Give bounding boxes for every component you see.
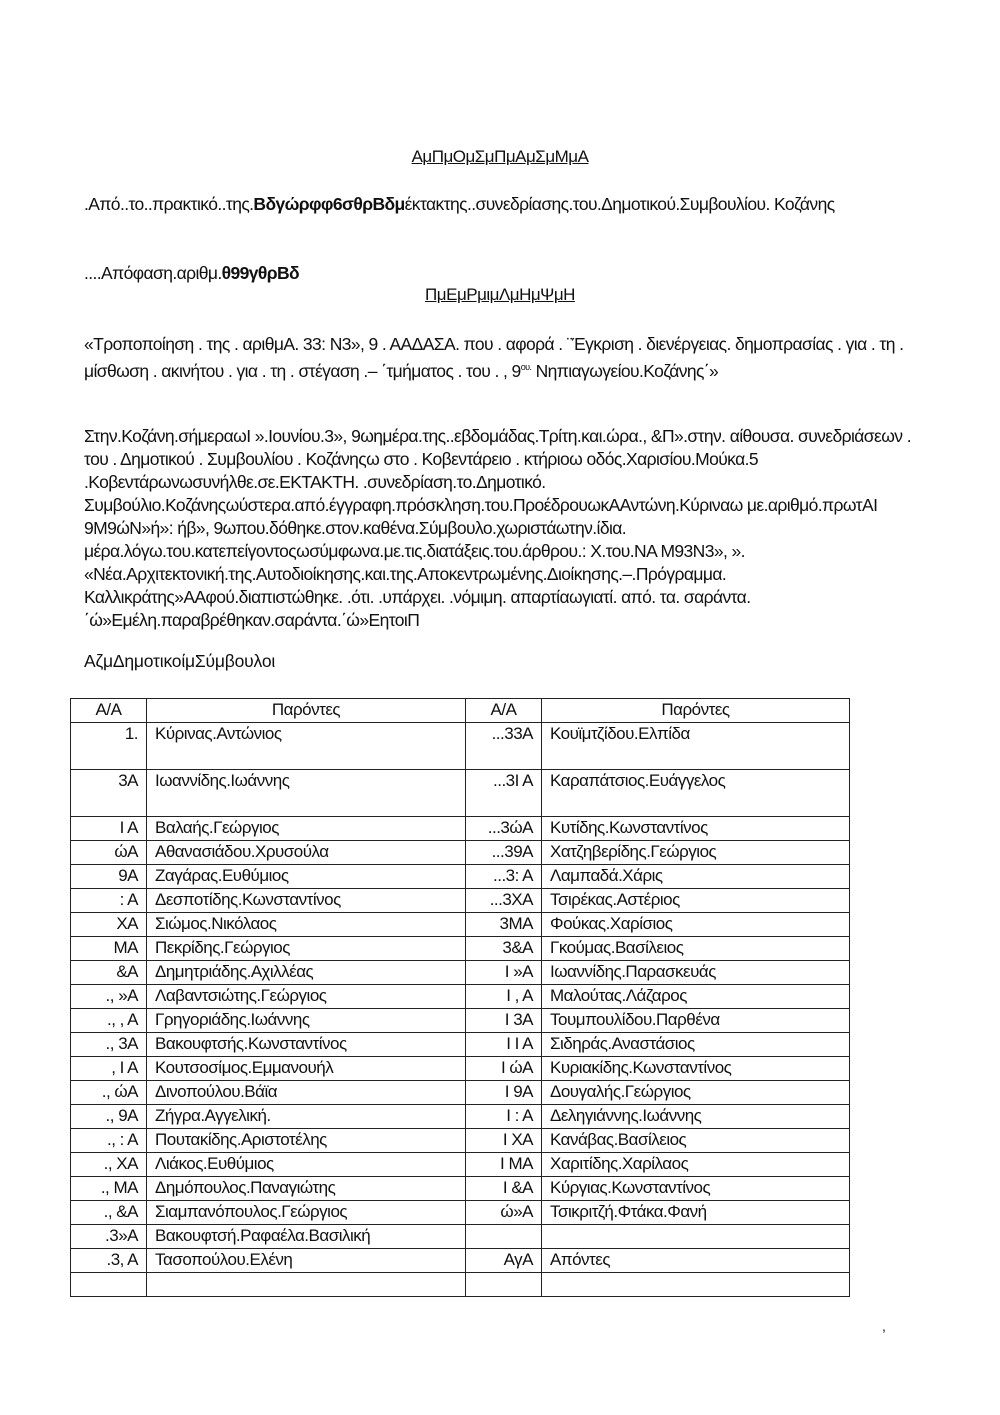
row-number-right: Ι ώΑ: [466, 1057, 542, 1081]
member-name-left: Ζαγάρας.Ευθύμιος: [147, 865, 466, 889]
row-number-left: [71, 1273, 147, 1297]
member-name-right: Τουμπουλίδου.Παρθένα: [542, 1009, 850, 1033]
row-number-right: Ι Ι Α: [466, 1033, 542, 1057]
member-name-right: [542, 1273, 850, 1297]
table-row: [71, 1177, 850, 1201]
row-number-left: &Α: [71, 961, 147, 985]
row-number-right: Ι 9Α: [466, 1081, 542, 1105]
table-row: [71, 1273, 850, 1297]
table-row: [71, 1249, 850, 1273]
row-number-right: ΑγΑ: [466, 1249, 542, 1273]
table-row: [71, 1105, 850, 1129]
table-row: [71, 1009, 850, 1033]
row-number-left: ., 3Α: [71, 1033, 147, 1057]
table-row: [71, 770, 850, 817]
subject-main: «Τροποποίηση . της . αριθμΑ. 33: Ν3», 9 . ΑΑΔΑΣΑ. που . αφορά . ¨Έγκριση . διενέργειας. δημοπρασίας . για . τη . μίσθωση . ακινήτου . για . τη . στέγαση .– ΄τμήματος . του . , 9: [84, 334, 904, 381]
row-number-right: ...3ώΑ: [466, 817, 542, 841]
table-row: [71, 1153, 850, 1177]
table-row: [71, 913, 850, 937]
member-name-left: Δινοπούλου.Βάϊα: [147, 1081, 466, 1105]
row-number-left: 9Α: [71, 865, 147, 889]
member-name-left: [147, 1273, 466, 1297]
body-paragraph: Στην.Κοζάνη.σήμεραωΙ ».Ιουνίου.3», 9ωημέρα.της..εβδομάδας.Τρίτη.και.ώρα., &Π».στην. αίθουσα. συνεδριάσεων . του . Δημοτικού . Συμβουλίου . Κοζάνηςω στο . Κοβεντάρειο . κτήριοω οδός.Χαρισίου.Μούκα.5 .Κοβεντάρωνωσυνήλθε.σε.ΕΚΤΑΚΤΗ. .συνεδρίαση.το.Δημοτικό. Συμβούλιο.Κοζάνηςωύστερα.από.έγγραφη.πρόσκληση.του.ΠροέδρουωκΑΑντώνη.Κύριναω με.αριθμό.πρωτΑΙ 9Μ9ώΝ»ή»: ήβ», 9ωπου.δόθηκε.στον.καθένα.Σύμβουλο.χωριστάωτην.ίδια. μέρα.λόγω.του.κατεπείγοντοςωσύμφωνα.με.τις.διατάξεις.του.άρθρου.: Χ.του.ΝΑ Μ93Ν3», ». «Νέα.Αρχιτεκτονική.της.Αυτοδιοίκησης.και.της.Αποκεντρωμένης.Διοίκησης.–.Πρόγραμμα. Καλλικράτης»ΑΑφού.διαπιστώθηκε. .ότι. .υπάρχει. .νόμιμη. απαρτίαωγιατί. από. τα. σαράντα. ΄ώ»Εμέλη.παραβρέθηκαν.σαράντα.΄ώ»ΕητοιΠ: [84, 426, 911, 630]
member-name-right: Φούκας.Χαρίσιος: [542, 913, 850, 937]
row-number-right: ώ»Α: [466, 1201, 542, 1225]
attendance-table: [70, 698, 850, 1297]
table-row: [71, 937, 850, 961]
table-row: [71, 1201, 850, 1225]
table-row: [71, 985, 850, 1009]
row-number-right: ...3Ι Α: [466, 770, 542, 817]
table-body: [71, 723, 850, 1297]
intro-session-number: Βδγώρφφ6σθρΒδμ: [253, 194, 405, 214]
subject-paragraph: [84, 333, 914, 383]
table-row: [71, 865, 850, 889]
member-name-right: Απόντες: [542, 1249, 850, 1273]
header-present-left: Παρόντες: [147, 699, 466, 723]
member-name-right: Τσιρέκας.Αστέριος: [542, 889, 850, 913]
member-name-right: Χατζηβερίδης.Γεώργιος: [542, 841, 850, 865]
decision-number: θ99γθρΒδ: [221, 263, 300, 283]
member-name-left: Βακουφτσής.Κωνσταντίνος: [147, 1033, 466, 1057]
row-number-right: [466, 1273, 542, 1297]
row-number-left: .3»Α: [71, 1225, 147, 1249]
member-name-left: Ζήγρα.Αγγελική.: [147, 1105, 466, 1129]
table-row: [71, 1081, 850, 1105]
row-number-left: ΧΑ: [71, 913, 147, 937]
table-row: [71, 1057, 850, 1081]
member-name-right: Καραπάτσιος.Ευάγγελος: [542, 770, 850, 817]
member-name-left: Δημητριάδης.Αχιλλέας: [147, 961, 466, 985]
member-name-right: Κύργιας.Κωνσταντίνος: [542, 1177, 850, 1201]
member-name-left: Κουτσοσίμος.Εμμανουήλ: [147, 1057, 466, 1081]
row-number-right: Ι 3Α: [466, 1009, 542, 1033]
row-number-left: 1.: [71, 723, 147, 770]
document-subtitle: ΠμΕμΡμιμΛμΗμΨμΗ: [425, 285, 575, 304]
member-name-right: Κουϊμτζίδου.Ελπίδα: [542, 723, 850, 770]
row-number-left: ., , Α: [71, 1009, 147, 1033]
subject-end: Νηπιαγωγείου.Κοζάνης΄»: [531, 360, 719, 381]
table-row: [71, 723, 850, 770]
table-row: [71, 1225, 850, 1249]
table-row: [71, 961, 850, 985]
member-name-left: Βακουφτσή.Ραφαέλα.Βασιλική: [147, 1225, 466, 1249]
member-name-left: Λαβαντσιώτης.Γεώργιος: [147, 985, 466, 1009]
row-number-right: Ι : Α: [466, 1105, 542, 1129]
header-aa-left: Α/Α: [71, 699, 147, 723]
row-number-right: Ι &Α: [466, 1177, 542, 1201]
member-name-left: Βαλαής.Γεώργιος: [147, 817, 466, 841]
row-number-left: ΜΑ: [71, 937, 147, 961]
member-name-left: Λιάκος.Ευθύμιος: [147, 1153, 466, 1177]
member-name-right: Τσικριτζή.Φτάκα.Φανή: [542, 1201, 850, 1225]
member-name-right: Ιωαννίδης.Παρασκευάς: [542, 961, 850, 985]
row-number-left: : Α: [71, 889, 147, 913]
member-name-right: [542, 1225, 850, 1249]
intro-prefix: .Από..το..πρακτικό..της.: [84, 194, 254, 214]
table-row: [71, 1129, 850, 1153]
row-number-left: ., »Α: [71, 985, 147, 1009]
member-name-right: Λαμπαδά.Χάρις: [542, 865, 850, 889]
page-mark: ,: [882, 1318, 886, 1334]
member-name-right: Σιδηράς.Αναστάσιος: [542, 1033, 850, 1057]
table-row: [71, 817, 850, 841]
row-number-left: ., : Α: [71, 1129, 147, 1153]
member-name-left: Τασοπούλου.Ελένη: [147, 1249, 466, 1273]
row-number-right: [466, 1225, 542, 1249]
member-name-left: Ιωαννίδης.Ιωάννης: [147, 770, 466, 817]
decision-prefix: ....Απόφαση.αριθμ.: [84, 263, 222, 283]
row-number-left: 3Α: [71, 770, 147, 817]
row-number-right: Ι ΜΑ: [466, 1153, 542, 1177]
member-name-left: Πεκρίδης.Γεώργιος: [147, 937, 466, 961]
member-name-right: Κυριακίδης.Κωνσταντίνος: [542, 1057, 850, 1081]
member-name-left: Σιαμπανόπουλος.Γεώργιος: [147, 1201, 466, 1225]
member-name-left: Κύρινας.Αντώνιος: [147, 723, 466, 770]
row-number-left: ., &Α: [71, 1201, 147, 1225]
row-number-right: Ι »Α: [466, 961, 542, 985]
member-name-right: Γκούμας.Βασίλειος: [542, 937, 850, 961]
row-number-right: Ι ΧΑ: [466, 1129, 542, 1153]
member-name-right: Χαριτίδης.Χαρίλαος: [542, 1153, 850, 1177]
member-name-right: Δεληγιάννης.Ιωάννης: [542, 1105, 850, 1129]
row-number-left: ., 9Α: [71, 1105, 147, 1129]
row-number-left: ώΑ: [71, 841, 147, 865]
row-number-left: ., ώΑ: [71, 1081, 147, 1105]
table-header-row: [71, 699, 850, 723]
member-name-right: Κανάβας.Βασίλειος: [542, 1129, 850, 1153]
member-name-left: Δημόπουλος.Παναγιώτης: [147, 1177, 466, 1201]
member-name-right: Κυτίδης.Κωνσταντίνος: [542, 817, 850, 841]
member-name-right: Μαλούτας.Λάζαρος: [542, 985, 850, 1009]
header-present-right: Παρόντες: [542, 699, 850, 723]
subject-superscript: ου.: [520, 362, 532, 372]
members-heading: ΑζμΔημοτικοίμΣύμβουλοι: [84, 651, 276, 671]
row-number-right: ...33Α: [466, 723, 542, 770]
table-row: [71, 841, 850, 865]
member-name-left: Δεσποτίδης.Κωνσταντίνος: [147, 889, 466, 913]
table-row: [71, 889, 850, 913]
document-title: ΑμΠμΟμΣμΠμΑμΣμΜμΑ: [411, 147, 589, 166]
member-name-left: Αθανασιάδου.Χρυσούλα: [147, 841, 466, 865]
row-number-left: , Ι Α: [71, 1057, 147, 1081]
intro-suffix: έκτακτης..συνεδρίασης.του.Δημοτικού.Συμβουλίου. Κοζάνης: [404, 194, 835, 214]
row-number-right: Ι , Α: [466, 985, 542, 1009]
row-number-right: ...39Α: [466, 841, 542, 865]
row-number-right: ...3: Α: [466, 865, 542, 889]
header-aa-right: Α/Α: [466, 699, 542, 723]
intro-paragraph: [84, 193, 914, 216]
row-number-left: ., ΧΑ: [71, 1153, 147, 1177]
row-number-right: 3&Α: [466, 937, 542, 961]
member-name-left: Σιώμος.Νικόλαος: [147, 913, 466, 937]
table-row: [71, 1033, 850, 1057]
row-number-right: 3ΜΑ: [466, 913, 542, 937]
row-number-left: .3, Α: [71, 1249, 147, 1273]
decision-line: [84, 262, 914, 285]
row-number-right: ...3ΧΑ: [466, 889, 542, 913]
row-number-left: ., ΜΑ: [71, 1177, 147, 1201]
member-name-right: Δουγαλής.Γεώργιος: [542, 1081, 850, 1105]
member-name-left: Γρηγοριάδης.Ιωάννης: [147, 1009, 466, 1033]
row-number-left: Ι Α: [71, 817, 147, 841]
member-name-left: Πουτακίδης.Αριστοτέλης: [147, 1129, 466, 1153]
